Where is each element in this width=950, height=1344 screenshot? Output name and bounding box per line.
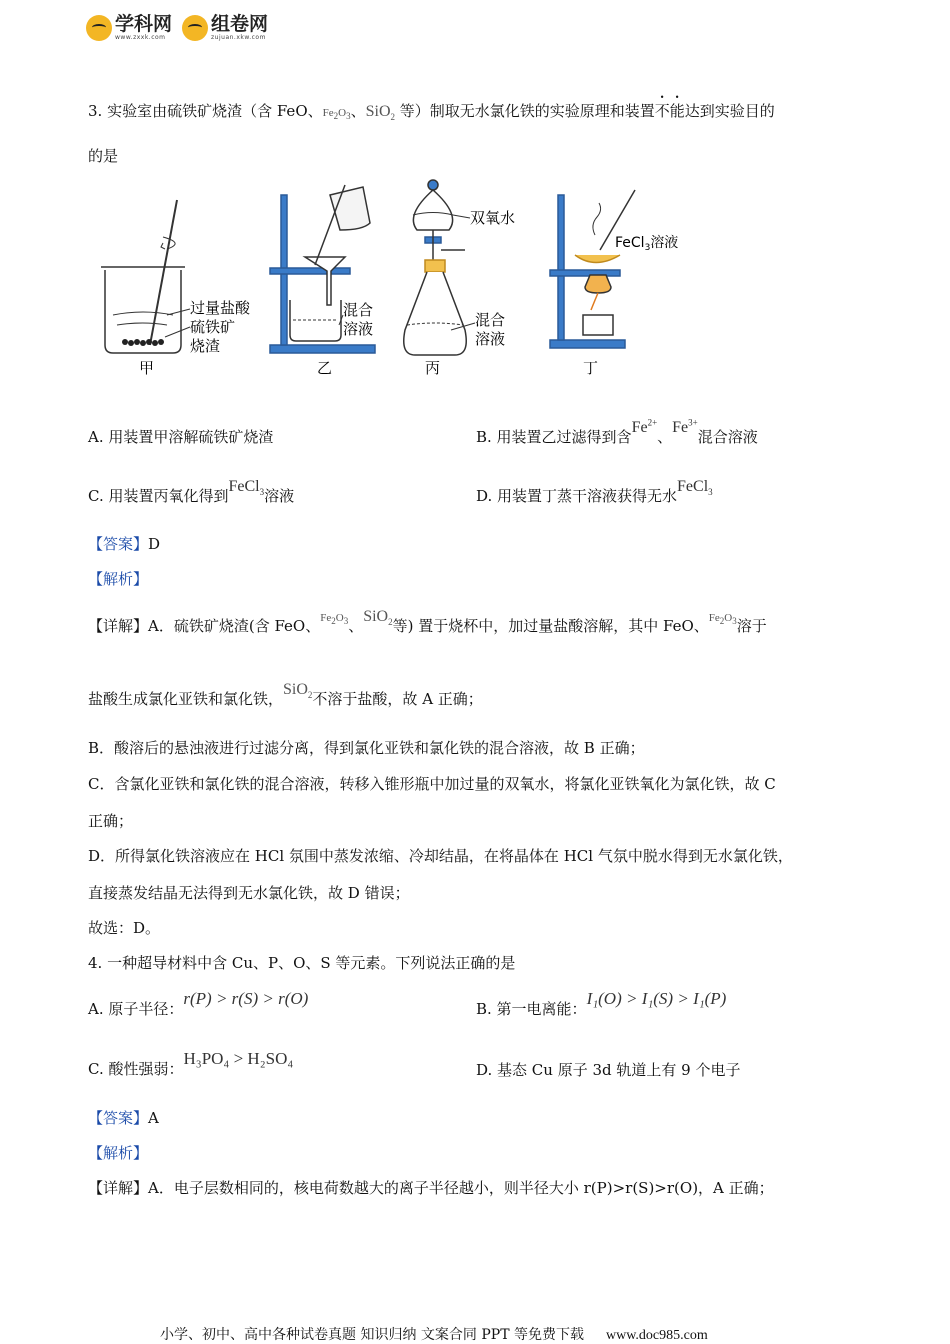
math-expression: H₃PO₄ > H₂SO₄ <box>183 1049 294 1068</box>
formula-sub: 2 <box>719 616 725 627</box>
formula-part: Fe <box>320 612 332 624</box>
option-text: C. 用装置丙氧化得到 <box>88 487 229 505</box>
q4-stem: 4. 一种超导材料中含 Cu、P、O、S 等元素。下列说法正确的是 <box>88 954 516 972</box>
formula-sub: 2 <box>331 616 336 627</box>
beaker-jia <box>101 200 185 353</box>
q3-detail-line6: D．所得氯化铁溶液应在 HCl 氛围中蒸发浓缩、冷却结晶，在将晶体在 HCl 气氛中脱水得到无水氯化铁， <box>88 847 793 865</box>
separator: 、 <box>350 102 366 120</box>
formula-part: FeCl <box>228 478 260 495</box>
separator: 、 <box>348 617 364 635</box>
footer-text: 小学、初中、高中各种试卷真题 知识归纳 文案合同 PPT 等免费下载 <box>160 1327 584 1343</box>
q3-stem-text: 达到实验目的 <box>684 102 775 120</box>
q3-detail-line8: 故选：D。 <box>88 919 161 937</box>
q3-analysis-tag <box>88 568 148 589</box>
detail-tag: 【详解】 <box>88 1179 149 1197</box>
detail-text: 不溶于盐酸，故 A 正确； <box>312 690 483 708</box>
q4-option-d[interactable]: D. 基态 Cu 原子 3d 轨道上有 9 个电子 <box>476 1061 741 1079</box>
formula-sup: 3+ <box>688 417 698 428</box>
jia-caption: 甲 <box>139 359 155 377</box>
brand-url: www.zxxk.com <box>115 34 166 41</box>
formula-sub: 3 <box>708 487 713 498</box>
jia-label-residue: 烧渣 <box>190 337 221 355</box>
q3-detail-line3: B．酸溶后的悬浊液进行过滤分离，得到氯化亚铁和氯化铁的混合溶液，故 B 正确； <box>88 739 645 757</box>
q3-detail-line1 <box>88 605 767 635</box>
option-text: B. 第一电离能： <box>476 1000 587 1018</box>
bing-label-solution: 溶液 <box>475 330 506 348</box>
formula-part: O <box>338 107 347 119</box>
detail-text: A．硫铁矿烧渣(含 FeO、 <box>148 617 321 635</box>
brand-zujuanwang[interactable] <box>182 14 268 41</box>
formula-sub: 3 <box>732 616 737 627</box>
formula-part: SiO <box>283 681 308 698</box>
sediment <box>122 339 164 346</box>
detail-text: 溶于 <box>736 617 767 635</box>
q3-detail-line5: 正确； <box>88 812 134 830</box>
bing-label-h2o2: 双氧水 <box>470 209 516 227</box>
option-text: D. 用装置丁蒸干溶液获得无水 <box>476 487 678 505</box>
math-expression: I₁(O) > I₁(S) > I₁(P) <box>586 989 727 1008</box>
jia-label-ore: 硫铁矿 <box>190 318 236 336</box>
apparatus-figure <box>95 175 705 380</box>
q4-answer <box>88 1107 159 1128</box>
footer-link[interactable]: www.doc985.com <box>605 1328 708 1343</box>
brand-name: 学科网 <box>115 13 173 35</box>
q3-stem-line1 <box>88 93 775 122</box>
formula-part: Fe <box>708 612 720 624</box>
ding-caption: 丁 <box>583 359 599 377</box>
formula-part: O <box>335 612 344 624</box>
evaporation-ding <box>550 190 635 348</box>
q3-option-b[interactable] <box>476 416 758 446</box>
jia-label-acid: 过量盐酸 <box>190 299 251 317</box>
brand-name: 组卷网 <box>211 13 269 35</box>
formula-part: Fe <box>672 419 689 436</box>
analysis-tag: 【解析】 <box>88 570 149 588</box>
formula-sub: 3 <box>259 487 265 498</box>
label-pointer <box>167 309 190 315</box>
q4-option-c[interactable] <box>88 1048 294 1078</box>
q4-option-a[interactable] <box>88 988 309 1018</box>
formula-sub: 2 <box>307 690 313 701</box>
q3-stem-line2: 的是 <box>88 147 119 165</box>
math-expression: r(P) > r(S) > r(O) <box>183 989 309 1008</box>
separator: 、 <box>657 428 673 446</box>
yi-caption: 乙 <box>317 359 333 377</box>
formula-sub: 2 <box>388 617 393 628</box>
answer-value: A <box>148 1109 159 1127</box>
formula-part: O <box>724 612 733 624</box>
formula-part: Fe <box>322 107 334 119</box>
option-text: C. 酸性强弱： <box>88 1060 184 1078</box>
analysis-tag: 【解析】 <box>88 1144 149 1162</box>
formula-part: Fe <box>631 419 648 436</box>
option-text: 混合溶液 <box>697 428 758 446</box>
q3-detail-line2 <box>88 678 483 708</box>
label-pointer <box>453 215 470 218</box>
q3-stem-text: 等）制取无水氯化铁的实验原理和装置 <box>395 102 655 120</box>
yi-label-solution: 溶液 <box>343 320 374 338</box>
formula-part: FeCl <box>677 478 709 495</box>
q3-option-a[interactable]: A. 用装置甲溶解硫铁矿烧渣 <box>88 428 274 446</box>
q3-stem-text: 3. 实验室由硫铁矿烧渣（含 FeO、 <box>88 102 323 120</box>
q4-analysis-tag <box>88 1142 148 1163</box>
q3-option-c[interactable] <box>88 475 295 505</box>
bing-caption: 丙 <box>425 359 441 377</box>
q3-answer <box>88 533 160 554</box>
mascot-icon <box>182 15 208 41</box>
formula-sub: 3 <box>346 111 351 122</box>
q4-detail-line1 <box>88 1177 774 1198</box>
q3-option-d[interactable] <box>476 475 713 505</box>
mascot-icon <box>86 15 112 41</box>
emphasis-text: 不能 <box>654 102 685 120</box>
q3-detail-line7: 直接蒸发结晶无法得到无水氯化铁，故 D 错误； <box>88 884 410 902</box>
formula-sub: 2 <box>333 111 339 122</box>
formula-part: SiO <box>365 103 391 120</box>
detail-text: A．电子层数相同的，核电荷数越大的离子半径越小，则半径大小 r(P)>r(S)>r(O)，A 正确； <box>148 1179 774 1197</box>
formula-sub: 2 <box>390 112 395 123</box>
header-logos <box>86 14 268 41</box>
brand-xuekewang[interactable] <box>86 14 172 41</box>
formula-part: SiO <box>363 608 389 625</box>
page-footer <box>160 1324 708 1344</box>
yi-label-mix: 混合 <box>343 301 374 319</box>
bing-label-mix: 混合 <box>475 311 506 329</box>
formula-sub: 3 <box>343 616 349 627</box>
answer-tag: 【答案】 <box>88 535 149 553</box>
detail-text: 盐酸生成氯化亚铁和氯化铁， <box>88 690 284 708</box>
detail-text: 等) 置于烧杯中，加过量盐酸溶解，其中 FeO、 <box>392 617 709 635</box>
label-pointer <box>165 327 190 337</box>
ding-label: FeCl$_3$溶液 <box>615 235 679 253</box>
brand-url: zujuan.xkw.com <box>211 34 266 41</box>
answer-value: D <box>148 535 161 553</box>
option-text: 溶液 <box>264 487 295 505</box>
option-text: A. 原子半径： <box>88 1000 184 1018</box>
q4-option-b[interactable] <box>476 988 727 1018</box>
answer-tag: 【答案】 <box>88 1109 149 1127</box>
option-text: B. 用装置乙过滤得到含 <box>476 428 632 446</box>
formula-sup: 2+ <box>647 417 658 428</box>
detail-tag: 【详解】 <box>88 617 149 635</box>
q3-detail-line4: C．含氯化亚铁和氯化铁的混合溶液，转移入锥形瓶中加过量的双氧水，将氯化亚铁氧化为氯化铁，故 C <box>88 775 776 793</box>
